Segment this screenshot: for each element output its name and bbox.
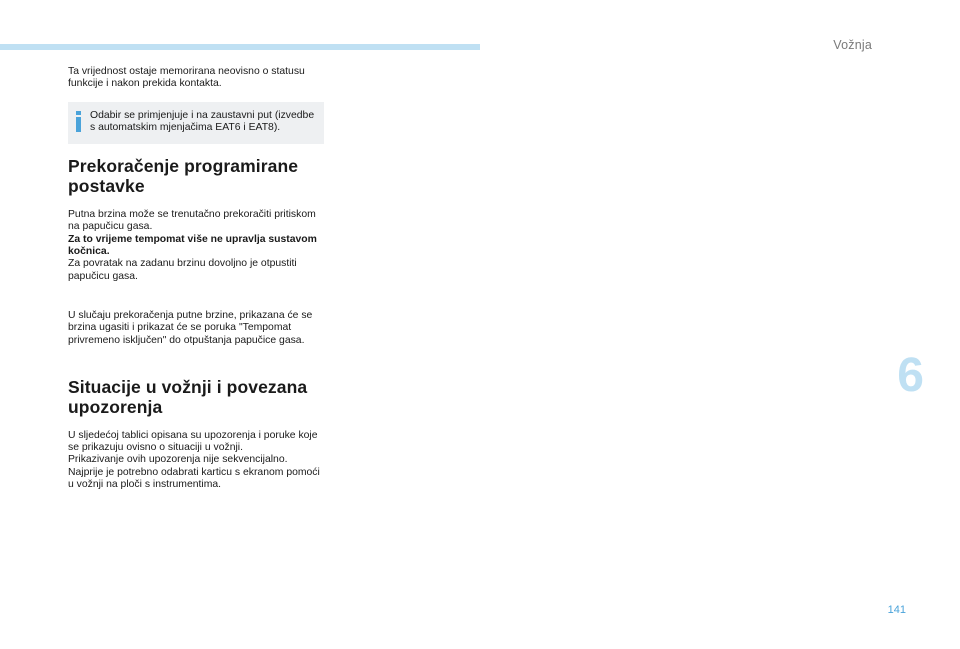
- paragraph-situacije-1: U sljedećoj tablici opisana su upozorenja i poruke koje se prikazuju ovisno o situaciji u vožnji.: [68, 429, 318, 454]
- main-column: [68, 66, 324, 491]
- paragraph-situacije-2: Prikazivanje ovih upozorenja nije sekvencijalno.: [68, 454, 288, 466]
- chapter-number: 6: [897, 349, 924, 402]
- paragraph-prekoracenje-1: Putna brzina može se trenutačno prekoračiti pritiskom na papučicu gasa.: [68, 209, 316, 233]
- section-title: Vožnja: [833, 38, 872, 52]
- intro-paragraph: Ta vrijednost ostaje memorirana neovisno o statusu funkcije i nakon prekida kontakta.: [68, 66, 305, 90]
- paragraph-prekoracenje-bold: Za to vrijeme tempomat više ne upravlja sustavom kočnica.: [68, 233, 317, 258]
- heading-situacije: Situacije u vožnji i povezana upozorenja: [68, 376, 308, 417]
- info-note-text: Odabir se primjenjuje i na zaustavni put (izvedbe s automatskim mjenjačima EAT6 i EAT8).: [90, 109, 315, 133]
- info-icon: [76, 111, 81, 132]
- paragraph-situacije-3: Najprije je potrebno odabrati karticu s ekranom pomoći u vožnji na ploči s instrumentima.: [68, 466, 320, 491]
- paragraph-prekoracenje-poruka: U slučaju prekoračenja putne brzine, prikazana će se brzina ugasiti i prikazat će se poruka "Tempomat privremeno isključen" do otpuštanja papučice gasa.: [68, 309, 313, 346]
- info-note-box: [68, 102, 324, 145]
- page-number: 141: [887, 604, 906, 616]
- paragraph-prekoracenje-3: Za povratak na zadanu brzinu dovoljno je otpustiti papučicu gasa.: [68, 258, 297, 282]
- heading-prekoracenje: Prekoračenje programirane postavke: [68, 156, 299, 197]
- header-accent-bar: [0, 44, 480, 50]
